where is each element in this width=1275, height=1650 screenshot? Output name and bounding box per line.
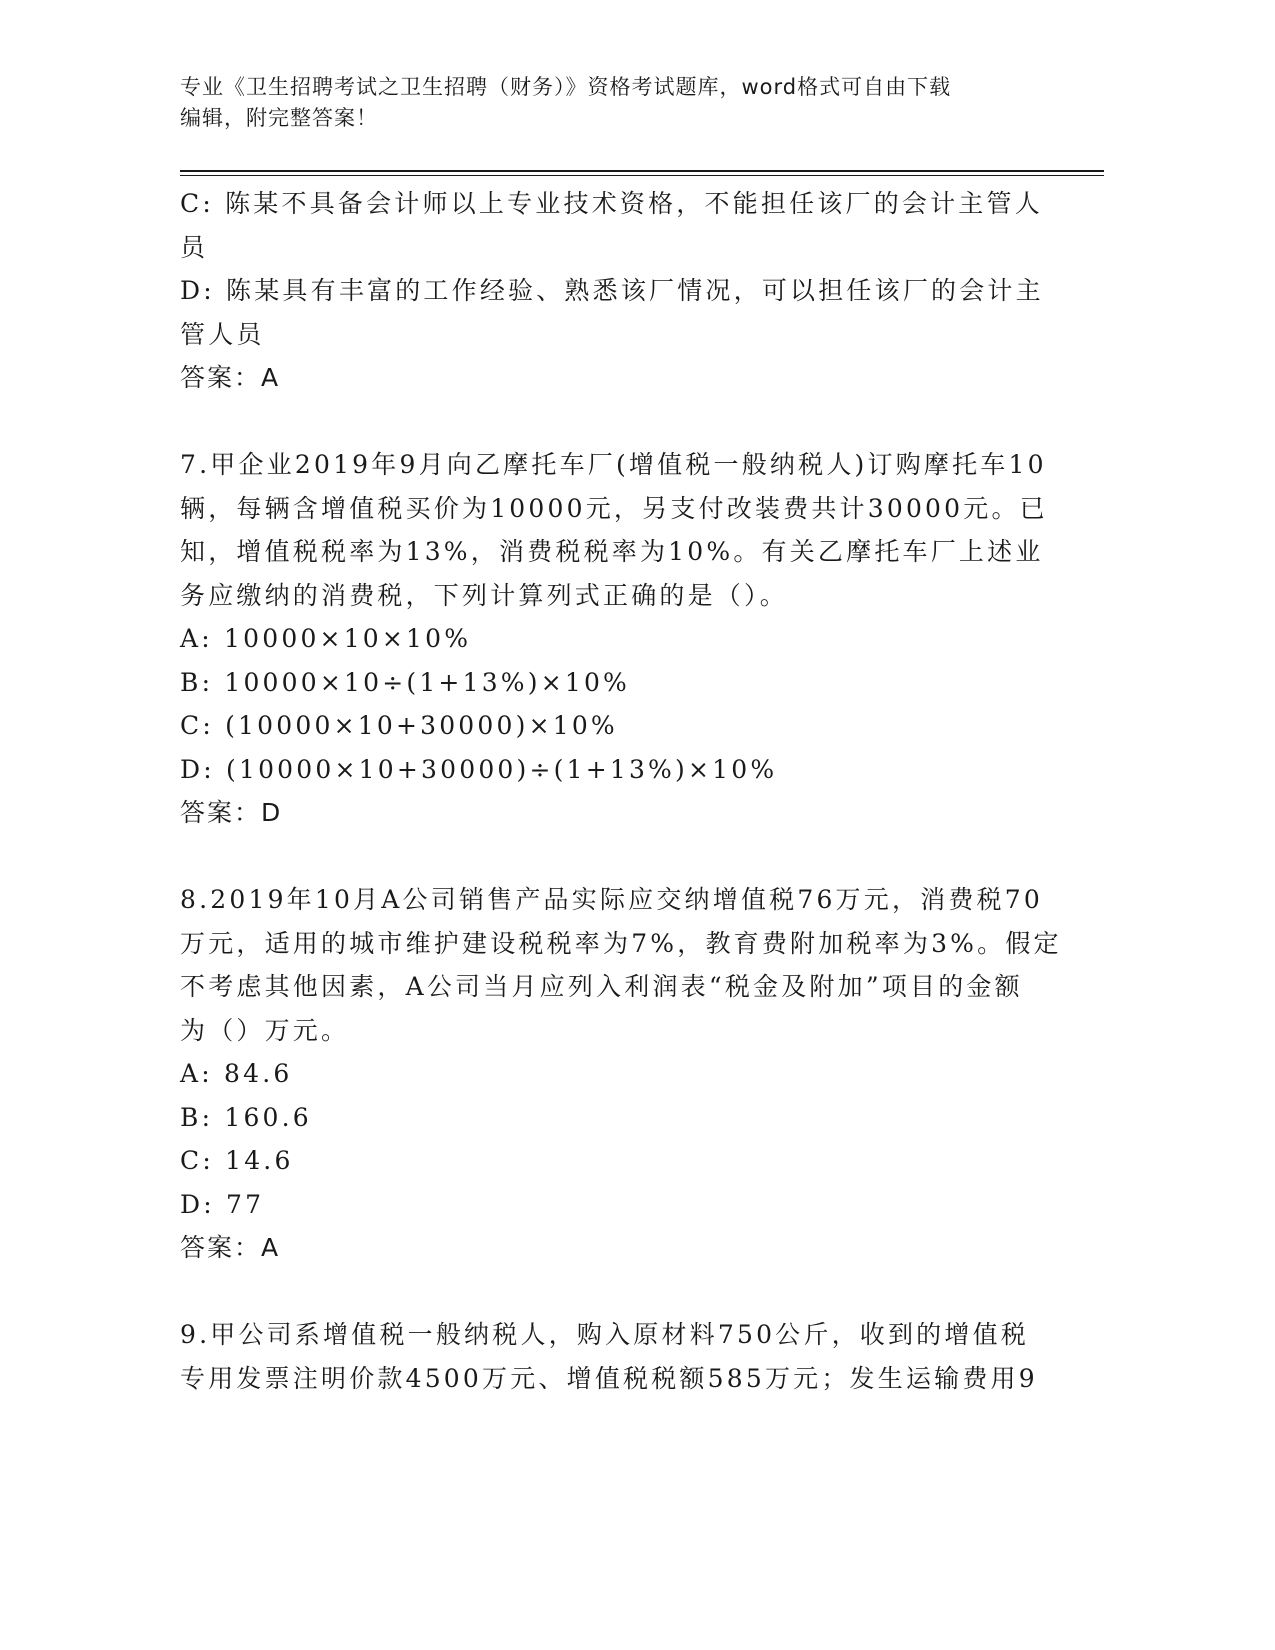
spacer [180, 400, 1040, 444]
q9-stem-line-2: 专用发票注明价款4500万元、增值税税额585万元；发生运输费用9 [180, 1363, 1038, 1393]
question-9 [180, 1313, 1040, 1400]
q6-option-d-line-1: D: 陈某具有丰富的工作经验、熟悉该厂情况，可以担任该厂的会计主 [180, 276, 1044, 305]
q7-answer: 答案：D [180, 798, 283, 827]
header-divider-thick [180, 170, 1104, 172]
q8-stem-line-1: 8.2019年10月A公司销售产品实际应交纳增值税76万元，消费税70 [180, 885, 1043, 914]
question-7 [180, 443, 1048, 835]
q6-option-d-line-2: 管人员 [180, 319, 265, 349]
document-body [180, 182, 1062, 1400]
spacer [180, 1270, 1040, 1314]
q7-option-a: A: 10000×10×10% [180, 624, 472, 653]
header-line-1: 专业《卫生招聘考试之卫生招聘（财务）》资格考试题库，word格式可自由下载 [180, 75, 952, 99]
q7-stem-line-2: 辆，每辆含增值税买价为10000元，另支付改装费共计30000元。已 [180, 493, 1048, 523]
q9-stem-line-1: 9.甲公司系增值税一般纳税人，购入原材料750公斤，收到的增值税 [180, 1320, 1029, 1349]
question-6-fragment [180, 182, 1044, 400]
q7-option-d: D: (10000×10+30000)÷(1+13%)×10% [180, 754, 778, 784]
document-header [180, 72, 1040, 134]
q8-stem-line-4: 为（）万元。 [180, 1015, 350, 1045]
q7-stem-line-4: 务应缴纳的消费税，下列计算列式正确的是（）。 [180, 580, 788, 610]
q7-stem-line-1: 7.甲企业2019年9月向乙摩托车厂(增值税一般纳税人)订购摩托车10 [180, 450, 1047, 479]
q6-answer: 答案：A [180, 363, 281, 392]
q8-option-c: C: 14.6 [180, 1146, 294, 1175]
q8-stem-line-2: 万元，适用的城市维护建设税税率为7%，教育费附加税率为3%。假定 [180, 928, 1062, 958]
spacer [180, 835, 1040, 879]
q7-option-b: B: 10000×10÷(1+13%)×10% [180, 667, 631, 697]
header-line-2: 编辑，附完整答案！ [180, 106, 378, 130]
q8-option-a: A: 84.6 [180, 1059, 293, 1088]
question-8 [180, 878, 1062, 1270]
q6-option-c-line-1: C: 陈某不具备会计师以上专业技术资格，不能担任该厂的会计主管人 [180, 189, 1043, 218]
header-divider-thin [180, 175, 1104, 176]
q6-option-c-line-2: 员 [180, 232, 209, 262]
q8-stem-line-3: 不考虑其他因素，A公司当月应列入利润表“税金及附加”项目的金额 [180, 972, 1023, 1001]
q8-option-d: D: 77 [180, 1189, 265, 1219]
q7-option-c: C: (10000×10+30000)×10% [180, 711, 618, 740]
q8-answer: 答案：A [180, 1233, 281, 1262]
q8-option-b: B: 160.6 [180, 1102, 312, 1132]
q7-stem-line-3: 知，增值税税率为13%，消费税税率为10%。有关乙摩托车厂上述业 [180, 537, 1044, 566]
